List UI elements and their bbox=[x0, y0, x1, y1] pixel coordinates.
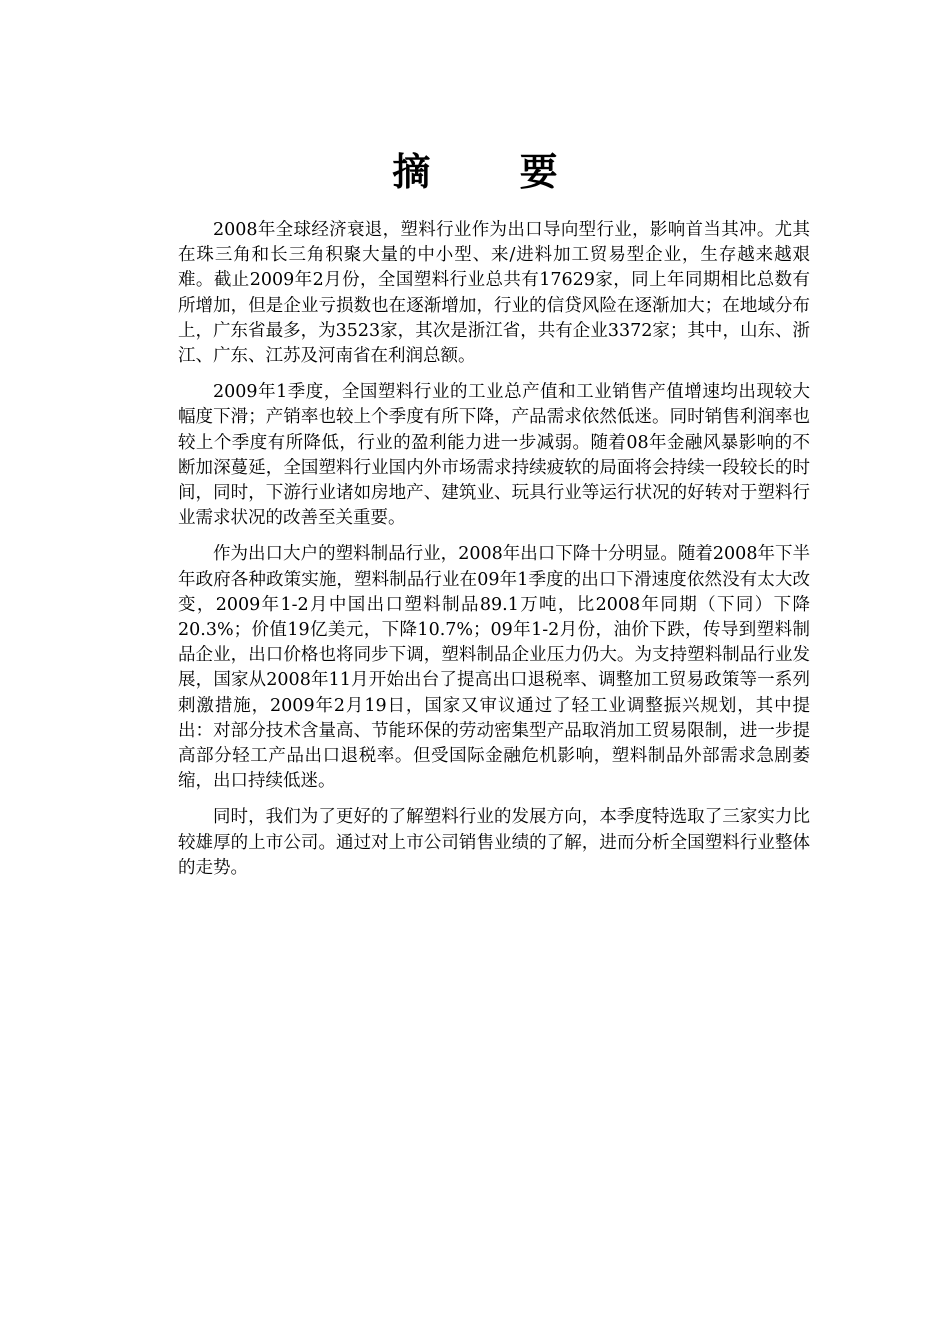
paragraph-4: 同时，我们为了更好的了解塑料行业的发展方向，本季度特选取了三家实力比较雄厚的上市公司。通过对上市公司销售业绩的了解，进而分析全国塑料行业整体的走势。 bbox=[178, 807, 810, 878]
abstract-body bbox=[178, 218, 810, 892]
paragraph-3: 作为出口大户的塑料制品行业，2008年出口下降十分明显。随着2008年下半年政府各种政策实施，塑料制品行业在09年1季度的出口下滑速度依然没有太大改变，2009年1-2月中国出口塑料制品89.1万吨，比2008年同期（下同）下降20.3%；价值19亿美元，下降10.7%；09年1-2月份，油价下跌，传导到塑料制品企业，出口价格也将同步下调，塑料制品企业压力仍大。为支持塑料制品行业发展，国家从2008年11月开始出台了提高出口退税率、调整加工贸易政策等一系列刺激措施，2009年2月19日，国家又审议通过了轻工业调整振兴规划，其中提出：对部分技术含量高、节能环保的劳动密集型产品取消加工贸易限制，进一步提高部分轻工产品出口退税率。但受国际金融危机影响，塑料制品外部需求急剧萎缩，出口持续低迷。 bbox=[178, 544, 810, 792]
paragraph-2: 2009年1季度，全国塑料行业的工业总产值和工业销售产值增速均出现较大幅度下滑；产销率也较上个季度有所下降，产品需求依然低迷。同时销售利润率也较上个季度有所降低，行业的盈利能力进一步减弱。随着08年金融风暴影响的不断加深蔓延，全国塑料行业国内外市场需求持续疲软的局面将会持续一段较长的时间，同时，下游行业诸如房地产、建筑业、玩具行业等运行状况的好转对于塑料行业需求状况的改善至关重要。 bbox=[178, 382, 810, 529]
page-title: 摘 要 bbox=[392, 150, 596, 194]
paragraph-1: 2008年全球经济衰退，塑料行业作为出口导向型行业，影响首当其冲。尤其在珠三角和长三角积聚大量的中小型、来/进料加工贸易型企业，生存越来越艰难。截止2009年2月份，全国塑料行业总共有17629家，同上年同期相比总数有所增加，但是企业亏损数也在逐渐增加，行业的信贷风险在逐渐加大；在地域分布上，广东省最多，为3523家，其次是浙江省，共有企业3372家；其中，山东、浙江、广东、江苏及河南省在利润总额。 bbox=[178, 220, 810, 367]
